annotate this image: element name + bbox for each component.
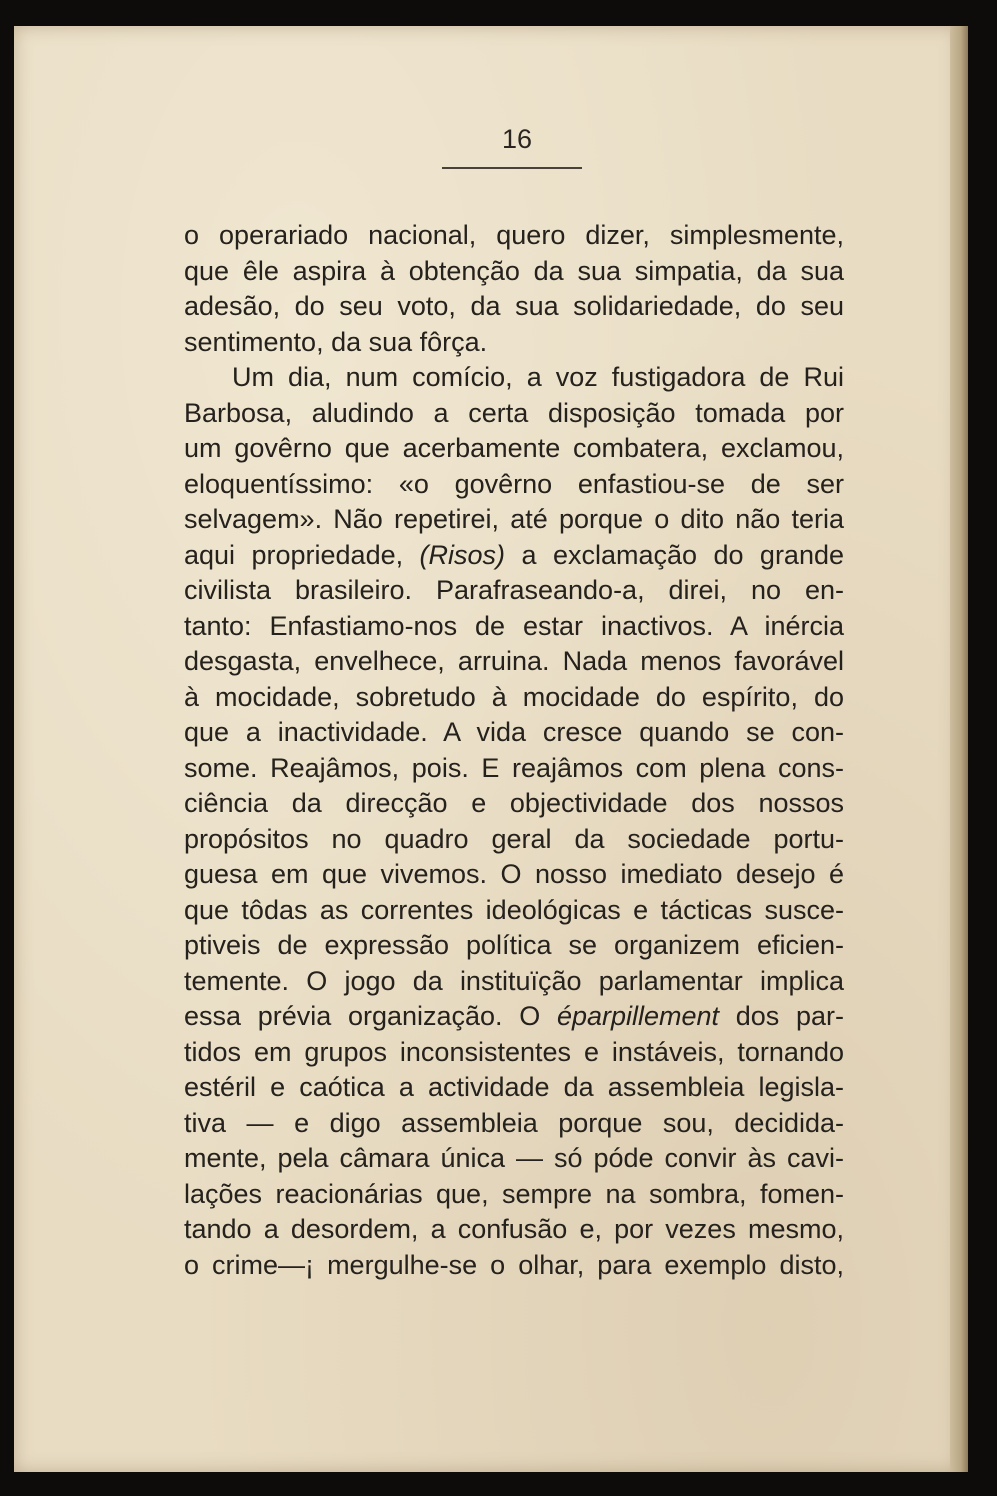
- text-line: [184, 538, 844, 574]
- text-line: estéril e caótica a actividade da assembleia legisla-: [184, 1072, 844, 1102]
- text-line: eloquentíssimo: «o govêrno enfastiou-se de ser: [184, 468, 844, 499]
- text-line: Barbosa, aludindo a certa disposição tomada por: [184, 397, 844, 428]
- text-line: lações reacionárias que, sempre na sombra, fomen-: [184, 1178, 844, 1209]
- header-rule: [442, 167, 582, 169]
- text-line: civilista brasileiro. Parafraseando-a, direi, no en-: [184, 575, 844, 605]
- text-line: tando a desordem, a confusão e, por vezes mesmo,: [184, 1214, 844, 1244]
- text-line: ciência da direcção e objectividade dos nossos: [184, 788, 844, 818]
- text-line: adesão, do seu voto, da sua solidariedade, do seu: [184, 291, 844, 321]
- text-segment: dos par-: [719, 1001, 844, 1031]
- text-segment: essa prévia organização. O: [184, 1001, 557, 1031]
- text-line: [184, 999, 844, 1035]
- italic-text: éparpillement: [556, 1001, 720, 1031]
- text-line: propósitos no quadro geral da sociedade portu-: [184, 823, 844, 854]
- text-segment: a exclamação do grande: [505, 539, 844, 570]
- text-line: o operariado nacional, quero dizer, simplesmente,: [184, 220, 844, 250]
- text-line: guesa em que vivemos. O nosso imediato desejo é: [184, 859, 844, 889]
- text-line: tidos em grupos inconsistentes e instáveis, tornando: [184, 1036, 844, 1067]
- text-line: à mocidade, sobretudo à mocidade do espírito, do: [184, 681, 844, 712]
- italic-text: (Risos): [419, 539, 506, 570]
- text-line: Um dia, num comício, a voz fustigadora de Rui: [232, 362, 844, 392]
- text-line: ptiveis de expressão política se organizem eficien-: [184, 930, 844, 960]
- text-line: tanto: Enfastiamo-nos de estar inactivos. A inércia: [184, 610, 844, 641]
- text-line: desgasta, envelhece, arruina. Nada menos favorável: [184, 646, 844, 676]
- text-segment: aqui propriedade,: [184, 539, 420, 570]
- text-line: que êle aspira à obtenção da sua simpatia, da sua: [184, 255, 844, 286]
- text-line: sentimento, da sua fôrça.: [184, 326, 488, 357]
- book-spine: [950, 26, 968, 1472]
- text-line: some. Reajâmos, pois. E reajâmos com plena cons-: [184, 752, 844, 783]
- page-number: 16: [501, 124, 533, 154]
- body-text: [184, 218, 844, 1283]
- text-line: o crime—¡ mergulhe-se o olhar, para exemplo disto,: [184, 1249, 844, 1280]
- text-line: mente, pela câmara única — só póde convir às cavi-: [184, 1143, 844, 1173]
- text-line: selvagem». Não repetirei, até porque o dito não teria: [184, 504, 844, 534]
- text-line: que tôdas as correntes ideológicas e tácticas susce-: [184, 894, 844, 925]
- text-line: temente. O jogo da instituïção parlamentar implica: [184, 965, 844, 996]
- text-line: que a inactividade. A vida cresce quando se con-: [184, 717, 844, 747]
- text-line: um govêrno que acerbamente combatera, exclamou,: [184, 433, 844, 463]
- text-line: tiva — e digo assembleia porque sou, decidida-: [184, 1107, 844, 1138]
